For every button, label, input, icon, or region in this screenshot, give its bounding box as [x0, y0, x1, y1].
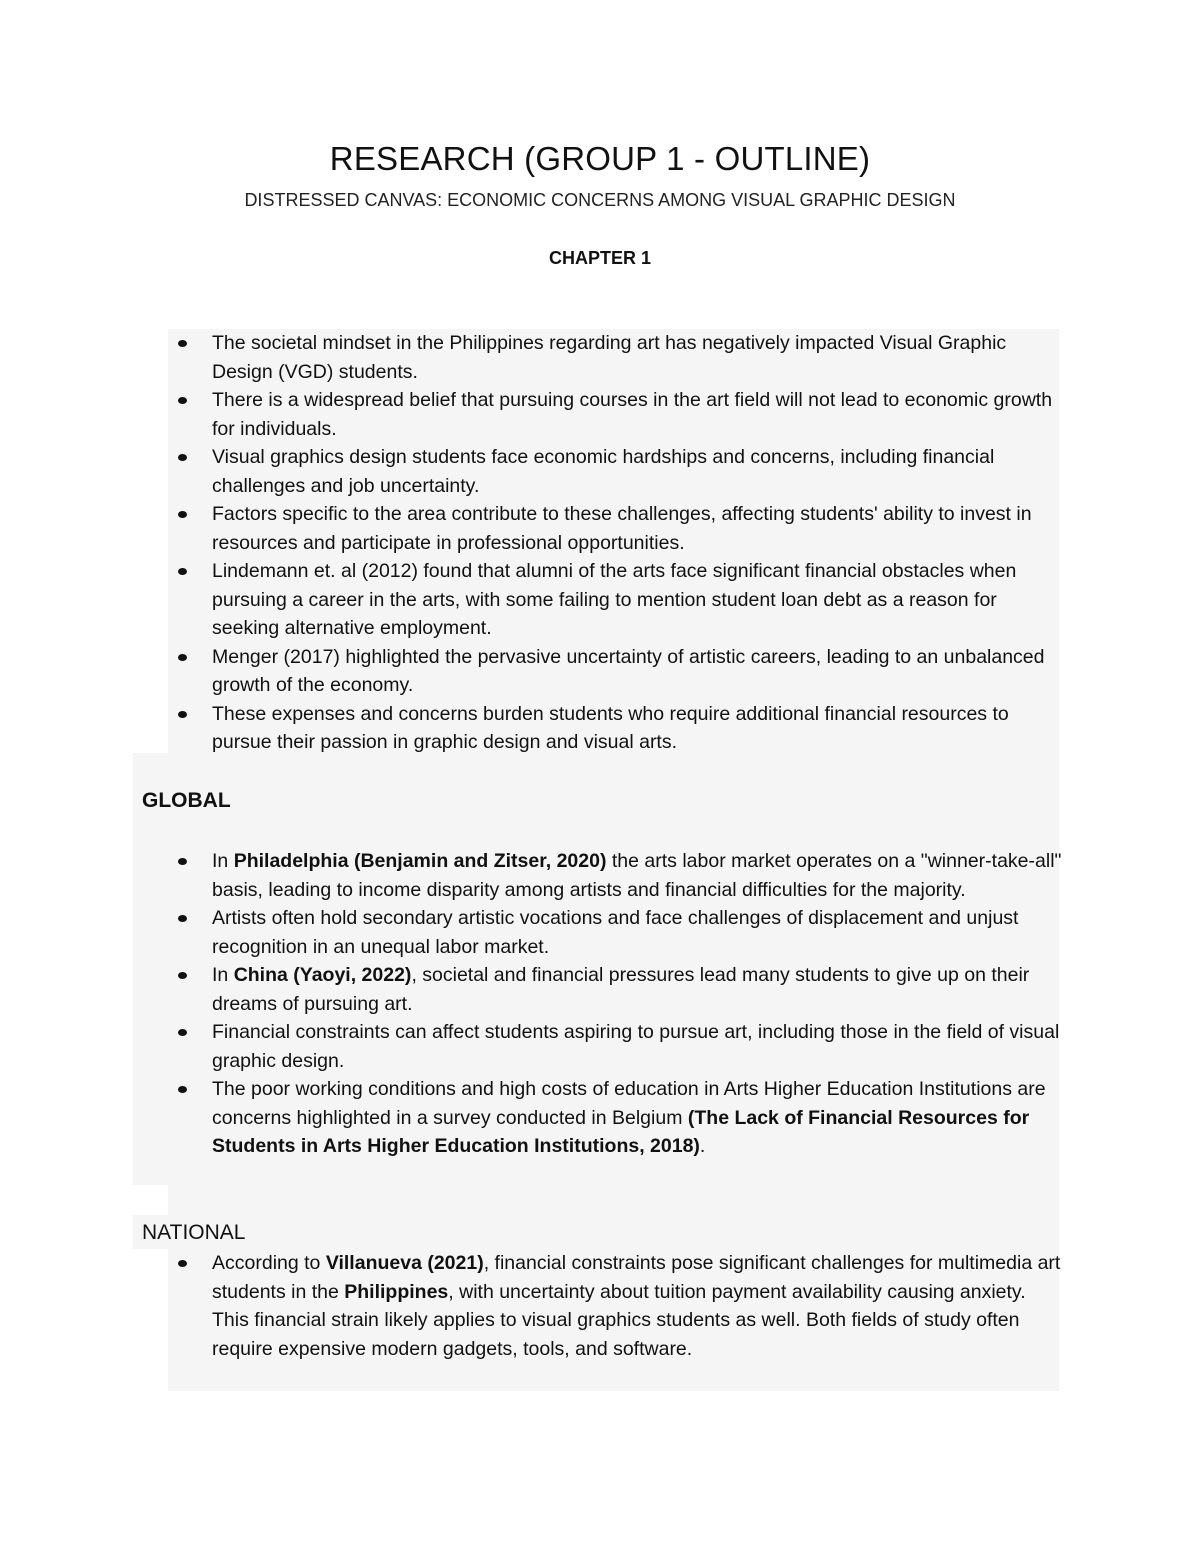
chapter-heading: CHAPTER 1 [548, 248, 651, 268]
shaded-region-global-lower [168, 1185, 1059, 1215]
list-item: Artists often hold secondary artistic vocations and face challenges of displacement and unjust recognition in an unequal labor market. [168, 904, 1063, 961]
global-points-list [168, 847, 1063, 1161]
list-item: The poor working conditions and high costs of education in Arts Higher Education Institutions are concerns highlighted in a survey conducted in Belgium (The Lack of Financial Resources for Students in Arts Higher Education Institutions, 2018). [168, 1075, 1063, 1161]
list-item: In Philadelphia (Benjamin and Zitser, 2020) the arts labor market operates on a "winner-take-all" basis, leading to income disparity among artists and financial difficulties for the majority. [168, 847, 1063, 904]
list-item: These expenses and concerns burden students who require additional financial resources to pursue their passion in graphic design and visual arts. [168, 700, 1063, 757]
bullet-icon [178, 654, 187, 661]
bullet-icon [178, 711, 187, 718]
bullet-icon [178, 568, 187, 575]
bullet-icon [178, 915, 187, 922]
document-subtitle: DISTRESSED CANVAS: ECONOMIC CONCERNS AMONG VISUAL GRAPHIC DESIGN [244, 190, 956, 210]
bullet-icon [178, 340, 187, 347]
bullet-icon [178, 1029, 187, 1036]
document-title: RESEARCH (GROUP 1 - OUTLINE) [329, 140, 871, 177]
bullet-icon [178, 972, 187, 979]
bullet-icon [178, 1086, 187, 1093]
list-item: In China (Yaoyi, 2022), societal and financial pressures lead many students to give up on their dreams of pursuing art. [168, 961, 1063, 1018]
list-item: According to Villanueva (2021), financial constraints pose significant challenges for multimedia art students in the Philippines, with uncertainty about tuition payment availability causing anxiety. This financial strain likely applies to visual graphics students as well. Both fields of study often require expensive modern gadgets, tools, and software. [168, 1249, 1063, 1363]
global-heading: GLOBAL [142, 789, 231, 812]
list-item: Financial constraints can affect students aspiring to pursue art, including those in the field of visual graphic design. [168, 1018, 1063, 1075]
chapter-points-list [168, 329, 1063, 757]
list-item: There is a widespread belief that pursuing courses in the art field will not lead to economic growth for individuals. [168, 386, 1063, 443]
list-item: Menger (2017) highlighted the pervasive uncertainty of artistic careers, leading to an unbalanced growth of the economy. [168, 643, 1063, 700]
national-heading: NATIONAL [142, 1221, 246, 1244]
shaded-region-national [133, 1215, 1059, 1249]
list-item: Factors specific to the area contribute to these challenges, affecting students' ability to invest in resources and participate in professional opportunities. [168, 500, 1063, 557]
bullet-icon [178, 454, 187, 461]
list-item: The societal mindset in the Philippines regarding art has negatively impacted Visual Graphic Design (VGD) students. [168, 329, 1063, 386]
bullet-icon [178, 1260, 187, 1267]
national-points-list [168, 1249, 1063, 1363]
bullet-icon [178, 511, 187, 518]
list-item: Visual graphics design students face economic hardships and concerns, including financial challenges and job uncertainty. [168, 443, 1063, 500]
list-item: Lindemann et. al (2012) found that alumni of the arts face significant financial obstacles when pursuing a career in the arts, with some failing to mention student loan debt as a reason for seeking alternative employment. [168, 557, 1063, 643]
bullet-icon [178, 397, 187, 404]
bullet-icon [178, 858, 187, 865]
